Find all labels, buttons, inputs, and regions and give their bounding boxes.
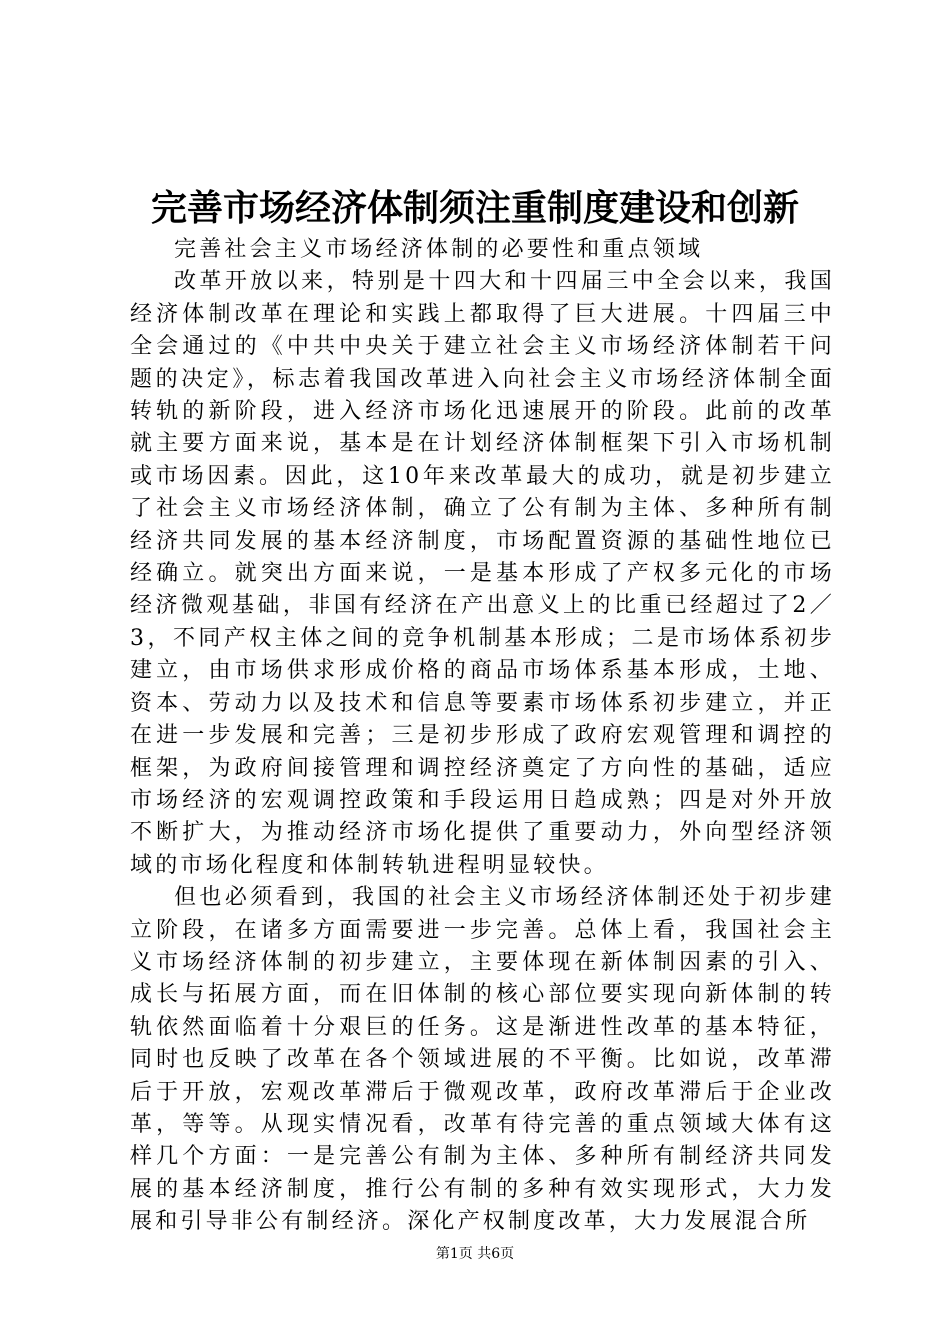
- subtitle-paragraph: 完善社会主义市场经济体制的必要性和重点领域: [174, 237, 704, 262]
- body-paragraph: 改革开放以来，特别是十四大和十四届三中全会以来，我国经济体制改革在理论和实践上都取得了巨大进展。十四届三中全会通过的《中共中央关于建立社会主义市场经济体制若干问题的决定》，标志着我国改革进入向社会主义市场经济体制全面转轨的新阶段，进入经济市场化迅速展开的阶段。此前的改革就主要方面来说，基本是在计划经济体制框架下引入市场机制或市场因素。因此，这10年来改革最大的成功，就是初步建立了社会主义市场经济体制，确立了公有制为主体、多种所有制经济共同发展的基本经济制度，市场配置资源的基础性地位已经确立。就突出方面来说，一是基本形成了产权多元化的市场经济微观基础，非国有经济在产出意义上的比重已经超过了2／3，不同产权主体之间的竞争机制基本形成；二是市场体系初步建立，由市场供求形成价格的商品市场体系基本形成，土地、资本、劳动力以及技术和信息等要素市场体系初步建立，并正在进一步发展和完善；三是初步形成了政府宏观管理和调控的框架，为政府间接管理和调控经济奠定了方向性的基础，适应市场经济的宏观调控政策和手段运用日趋成熟；四是对外开放不断扩大，为推动经济市场化提供了重要动力，外向型经济领域的市场化程度和体制转轨进程明显较快。: [130, 269, 835, 878]
- page-footer: 第1页 共6页: [435, 1246, 515, 1262]
- body-paragraph: 但也必须看到，我国的社会主义市场经济体制还处于初步建立阶段，在诸多方面需要进一步完善。总体上看，我国社会主义市场经济体制的初步建立，主要体现在新体制因素的引入、成长与拓展方面，而在旧体制的核心部位要实现向新体制的转轨依然面临着十分艰巨的任务。这是渐进性改革的基本特征，同时也反映了改革在各个领域进展的不平衡。比如说，改革滞后于开放，宏观改革滞后于微观改革，政府改革滞后于企业改革，等等。从现实情况看，改革有待完善的重点领域大体有这样几个方面：一是完善公有制为主体、多种所有制经济共同发展的基本经济制度，推行公有制的多种有效实现形式，大力发展和引导非公有制经济。深化产权制度改革，大力发展混合所: [130, 885, 835, 1235]
- document-body: [130, 234, 835, 1239]
- document-title: 完善市场经济体制须注重制度建设和创新: [150, 187, 799, 229]
